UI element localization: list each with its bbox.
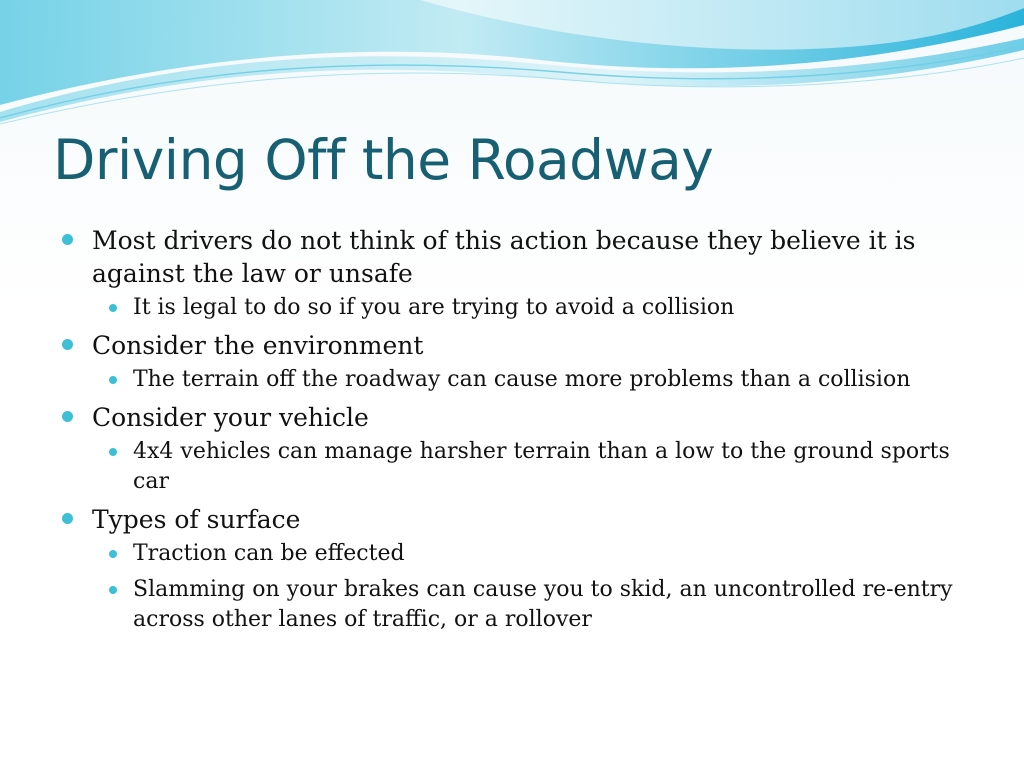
bullet-text: Most drivers do not think of this action because they believe it is against the law or unsafe xyxy=(92,226,916,288)
bullet-text: Consider the environment xyxy=(92,331,424,360)
sub-bullet-text: Slamming on your brakes can cause you to skid, an uncontrolled re-entry across other lanes of traffic, or a rollover xyxy=(133,577,953,632)
sub-bullet-list xyxy=(92,437,970,497)
header-wave-decoration xyxy=(0,0,1024,130)
sub-bullet-list xyxy=(92,293,970,323)
bullet-dot-icon xyxy=(62,411,73,422)
sub-bullet-item xyxy=(92,365,970,395)
sub-bullet-dot-icon xyxy=(109,376,117,384)
bullet-dot-icon xyxy=(62,513,73,524)
sub-bullet-item xyxy=(92,293,970,323)
bullet-item xyxy=(60,503,970,635)
sub-bullet-text: 4x4 vehicles can manage harsher terrain than a low to the ground sports car xyxy=(133,439,950,494)
slide-title: Driving Off the Roadway xyxy=(53,128,714,192)
bullet-dot-icon xyxy=(62,339,73,350)
sub-bullet-dot-icon xyxy=(109,586,117,594)
sub-bullet-list xyxy=(92,539,970,635)
sub-bullet-text: The terrain off the roadway can cause more problems than a collision xyxy=(133,367,911,392)
sub-bullet-list xyxy=(92,365,970,395)
bullet-item xyxy=(60,329,970,395)
sub-bullet-text: Traction can be effected xyxy=(133,541,405,566)
sub-bullet-item xyxy=(92,539,970,569)
sub-bullet-dot-icon xyxy=(109,550,117,558)
sub-bullet-dot-icon xyxy=(109,448,117,456)
sub-bullet-item xyxy=(92,575,970,635)
bullet-text: Consider your vehicle xyxy=(92,403,369,432)
bullet-item xyxy=(60,401,970,497)
bullet-dot-icon xyxy=(62,234,73,245)
bullet-item xyxy=(60,224,970,323)
bullet-text: Types of surface xyxy=(92,505,301,534)
sub-bullet-text: It is legal to do so if you are trying to avoid a collision xyxy=(133,295,735,320)
sub-bullet-item xyxy=(92,437,970,497)
bullet-list xyxy=(60,222,970,641)
sub-bullet-dot-icon xyxy=(109,304,117,312)
